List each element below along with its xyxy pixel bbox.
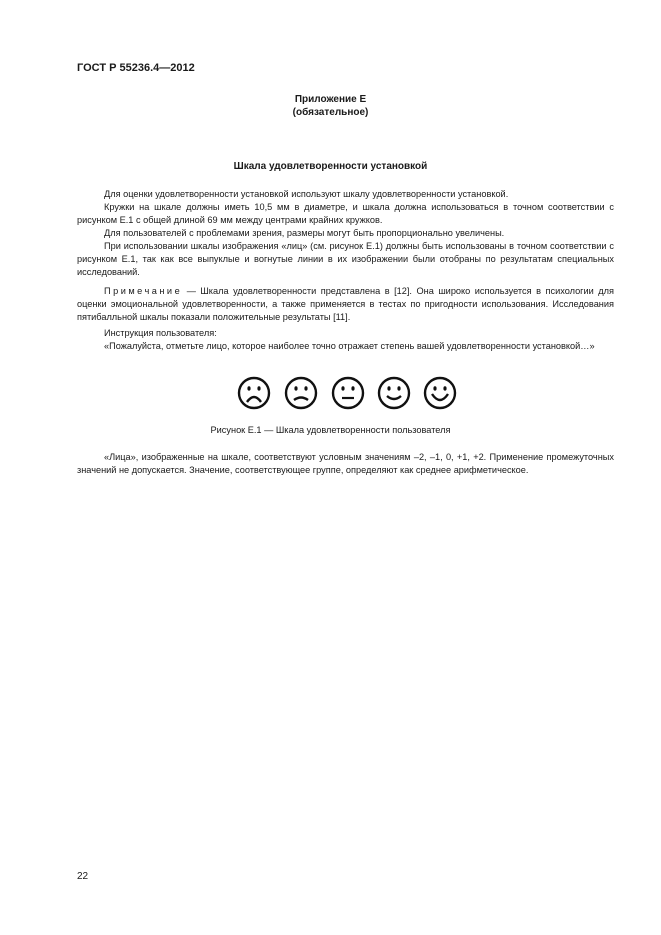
closing-paragraph: «Лица», изображенные на шкале, соответствуют условным значениям –2, –1, 0, +1, +2. Применение промежуточных значений не допускается. Значение, соответствующее группе, определяют как среднее арифметическое. [77,452,614,475]
closing-block [77,451,614,477]
instruction-quote: «Пожалуйста, отметьте лицо, которое наиболее точно отражает степень вашей удовлетворенности установкой…» [104,341,595,351]
instruction-block [77,327,614,353]
appendix-subtitle: (обязательное) [292,107,369,118]
paragraph: Для оценки удовлетворенности установкой используют шкалу удовлетворенности установкой. [104,189,509,199]
satisfaction-scale [0,376,661,412]
sad-face-icon [284,376,318,410]
note-paragraph [77,285,614,324]
paragraph: Для пользователей с проблемами зрения, размеры могут быть пропорционально увеличены. [104,228,505,238]
section-title: Шкала удовлетворенности установкой [233,161,428,172]
intro-paragraphs [77,188,614,279]
neutral-face-icon [331,376,365,410]
appendix-title: Приложение Е [294,94,367,105]
appendix-heading [0,93,661,119]
very-happy-face-icon [423,376,457,410]
figure-caption: Рисунок Е.1 — Шкала удовлетворенности пользователя [210,425,451,435]
note-text: — Шкала удовлетворенности представлена в [12]. Она широко используется в психологии для оценки эмоциональной удовлетворенности, а также применяется в тестах по пригодности использования. Исследования пятибалльной шкалы показали положительные результаты [11]. [77,286,614,322]
document-header: ГОСТ Р 55236.4—2012 [77,62,195,74]
page-number: 22 [77,871,89,882]
instruction-label: Инструкция пользователя: [104,328,217,338]
paragraph: Кружки на шкале должны иметь 10,5 мм в диаметре, и шкала должна использоваться в точном соответствии с рисунком Е.1 с общей длиной 69 мм между центрами крайних кружков. [77,202,614,225]
note-block [77,285,614,324]
smiling-face-icon [377,376,411,410]
very-sad-face-icon [237,376,271,410]
paragraph: При использовании шкалы изображения «лиц» (см. рисунок Е.1) должны быть использованы в точном соответствии с рисунком Е.1, так как все выпуклые и вогнутые линии в их изображении были отобраны по результатам специальных исследований. [77,241,614,277]
note-label: Примечание [104,286,183,296]
